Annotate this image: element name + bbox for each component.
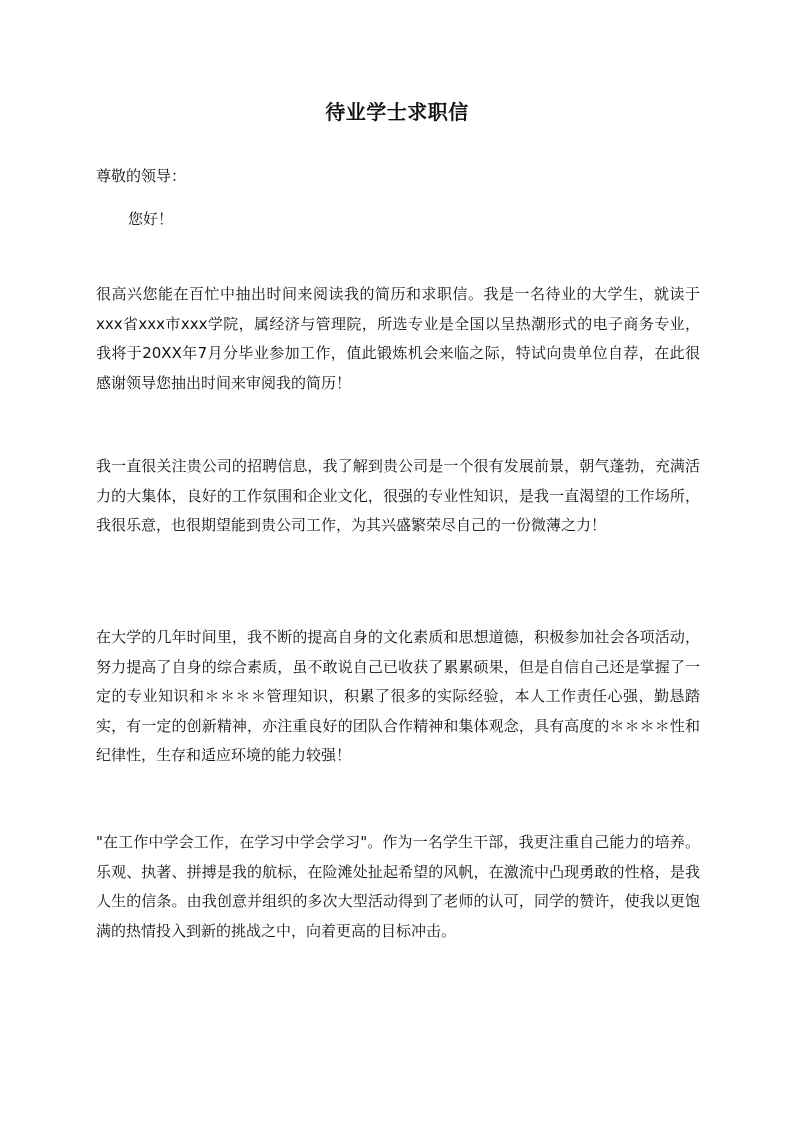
- document-title: 待业学士求职信: [325, 100, 469, 124]
- salutation: 尊敬的领导：: [96, 167, 187, 185]
- greeting: 您好！: [128, 210, 174, 228]
- body-paragraph-4: "在工作中学会工作，在学习中学会学习"。作为一名学生干部，我更注重自己能力的培养。乐观、执著、拼搏是我的航标，在险滩处扯起希望的风帆，在激流中凸现勇敢的性格，是我人生的信条。由我创意并组织的多次大型活动得到了老师的认可，同学的赞许，使我以更饱满的热情投入到新的挑战之中，向着更高的目标冲击。: [96, 833, 700, 940]
- body-paragraph-2: 我一直很关注贵公司的招聘信息，我了解到贵公司是一个很有发展前景，朝气蓬勃，充满活力的大集体，良好的工作氛围和企业文化，很强的专业性知识，是我一直渴望的工作场所，我很乐意，也很期望能到贵公司工作，为其兴盛繁荣尽自己的一份微薄之力！: [96, 457, 700, 534]
- body-paragraph-1: 很高兴您能在百忙中抽出时间来阅读我的简历和求职信。我是一名待业的大学生，就读于xxx省xxx市xxx学院，属经济与管理院，所选专业是全国以呈热潮形式的电子商务专业，我将于20XX年7月分毕业参加工作，值此锻炼机会来临之际，特试向贵单位自荐，在此很感谢领导您抽出时间来审阅我的简历！: [96, 285, 700, 392]
- body-paragraph-3: 在大学的几年时间里，我不断的提高自身的文化素质和思想道德，积极参加社会各项活动，努力提高了自身的综合素质，虽不敢说自己已收获了累累硕果，但是自信自己还是掌握了一定的专业知识和＊＊＊＊管理知识，积累了很多的实际经验，本人工作责任心强，勤恳踏实，有一定的创新精神，亦注重良好的团队合作精神和集体观念，具有高度的＊＊＊＊性和纪律性，生存和适应环境的能力较强！: [96, 628, 700, 764]
